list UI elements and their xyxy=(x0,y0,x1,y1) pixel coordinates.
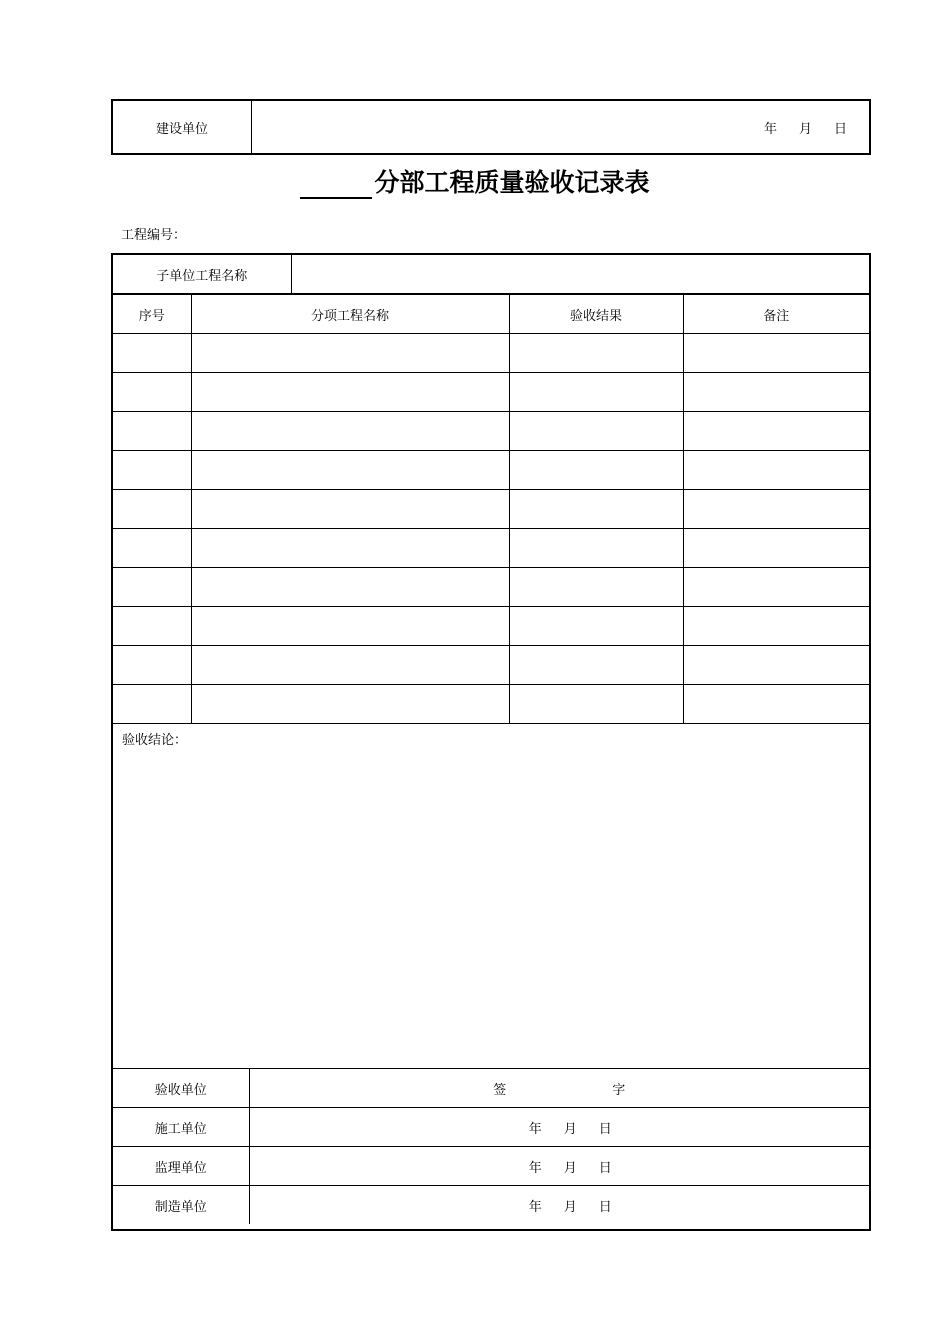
cell[interactable] xyxy=(191,373,509,412)
cell[interactable] xyxy=(683,451,869,490)
month-label: 月 xyxy=(563,1121,577,1137)
year-label: 年 xyxy=(528,1121,542,1137)
cell[interactable] xyxy=(509,607,683,646)
year-label: 年 xyxy=(763,121,777,137)
cell[interactable] xyxy=(509,685,683,724)
table-row xyxy=(113,373,869,412)
manufacturer-row xyxy=(113,1186,869,1225)
cell[interactable] xyxy=(509,451,683,490)
cell[interactable] xyxy=(113,412,191,451)
cell[interactable] xyxy=(683,529,869,568)
cell[interactable] xyxy=(509,646,683,685)
cell[interactable] xyxy=(113,373,191,412)
table-row xyxy=(113,490,869,529)
header-no: 序号 xyxy=(113,295,191,334)
cell[interactable] xyxy=(683,607,869,646)
construction-unit-label: 建设单位 xyxy=(112,100,252,154)
cell[interactable] xyxy=(509,334,683,373)
month-label: 月 xyxy=(798,121,812,137)
month-label: 月 xyxy=(563,1160,577,1176)
year-label: 年 xyxy=(528,1160,542,1176)
conclusion-label: 验收结论： xyxy=(122,733,188,748)
conclusion-area[interactable] xyxy=(113,723,869,1069)
table-row xyxy=(113,529,869,568)
cell[interactable] xyxy=(683,373,869,412)
header-row xyxy=(113,295,869,334)
subunit-table xyxy=(113,255,869,294)
year-label: 年 xyxy=(528,1199,542,1215)
top-table xyxy=(111,99,871,155)
title-text: 分部工程质量验收记录表 xyxy=(374,168,650,197)
zi-char: 字 xyxy=(612,1082,626,1098)
sign-char: 签 xyxy=(493,1082,507,1098)
cell[interactable] xyxy=(191,412,509,451)
cell[interactable] xyxy=(509,373,683,412)
acceptance-unit-label: 验收单位 xyxy=(113,1069,249,1108)
day-label: 日 xyxy=(598,1199,612,1215)
record-table xyxy=(111,253,871,1231)
supervision-row xyxy=(113,1147,869,1186)
header-result: 验收结果 xyxy=(509,295,683,334)
cell[interactable] xyxy=(191,529,509,568)
signature-table xyxy=(113,1069,869,1224)
supervision-unit-label: 监理单位 xyxy=(113,1147,249,1186)
builder-unit-date[interactable] xyxy=(249,1108,869,1147)
cell[interactable] xyxy=(509,529,683,568)
cell[interactable] xyxy=(191,490,509,529)
month-label: 月 xyxy=(563,1199,577,1215)
table-row xyxy=(113,412,869,451)
cell[interactable] xyxy=(509,490,683,529)
cell[interactable] xyxy=(113,685,191,724)
cell[interactable] xyxy=(509,568,683,607)
cell[interactable] xyxy=(191,451,509,490)
table-row xyxy=(113,607,869,646)
cell[interactable] xyxy=(113,490,191,529)
cell[interactable] xyxy=(191,607,509,646)
header-remark: 备注 xyxy=(683,295,869,334)
cell[interactable] xyxy=(683,334,869,373)
cell[interactable] xyxy=(113,607,191,646)
cell[interactable] xyxy=(191,334,509,373)
cell[interactable] xyxy=(683,412,869,451)
signature-label xyxy=(249,1069,869,1108)
construction-row xyxy=(113,1108,869,1147)
day-label: 日 xyxy=(598,1160,612,1176)
header-item-name: 分项工程名称 xyxy=(191,295,509,334)
table-row xyxy=(113,334,869,373)
table-row xyxy=(113,685,869,724)
page-title xyxy=(0,163,950,199)
cell[interactable] xyxy=(683,568,869,607)
cell[interactable] xyxy=(113,529,191,568)
cell[interactable] xyxy=(113,646,191,685)
subunit-value[interactable] xyxy=(291,255,869,294)
cell[interactable] xyxy=(191,646,509,685)
cell[interactable] xyxy=(113,568,191,607)
project-number-label: 工程编号： xyxy=(121,228,187,243)
items-table xyxy=(113,294,869,723)
table-row xyxy=(113,646,869,685)
manufacturer-unit-label: 制造单位 xyxy=(113,1186,249,1225)
supervision-unit-date[interactable] xyxy=(249,1147,869,1186)
cell[interactable] xyxy=(113,334,191,373)
cell[interactable] xyxy=(509,412,683,451)
table-row xyxy=(113,451,869,490)
cell[interactable] xyxy=(683,490,869,529)
subunit-label: 子单位工程名称 xyxy=(113,255,291,294)
table-row xyxy=(113,568,869,607)
day-label: 日 xyxy=(833,121,847,137)
cell[interactable] xyxy=(683,646,869,685)
cell[interactable] xyxy=(683,685,869,724)
signature-header-row xyxy=(113,1069,869,1108)
day-label: 日 xyxy=(598,1121,612,1137)
title-blank[interactable] xyxy=(300,171,372,199)
manufacturer-unit-date[interactable] xyxy=(249,1186,869,1225)
cell[interactable] xyxy=(113,451,191,490)
builder-unit-label: 施工单位 xyxy=(113,1108,249,1147)
cell[interactable] xyxy=(191,568,509,607)
construction-unit-date[interactable] xyxy=(252,100,871,154)
cell[interactable] xyxy=(191,685,509,724)
